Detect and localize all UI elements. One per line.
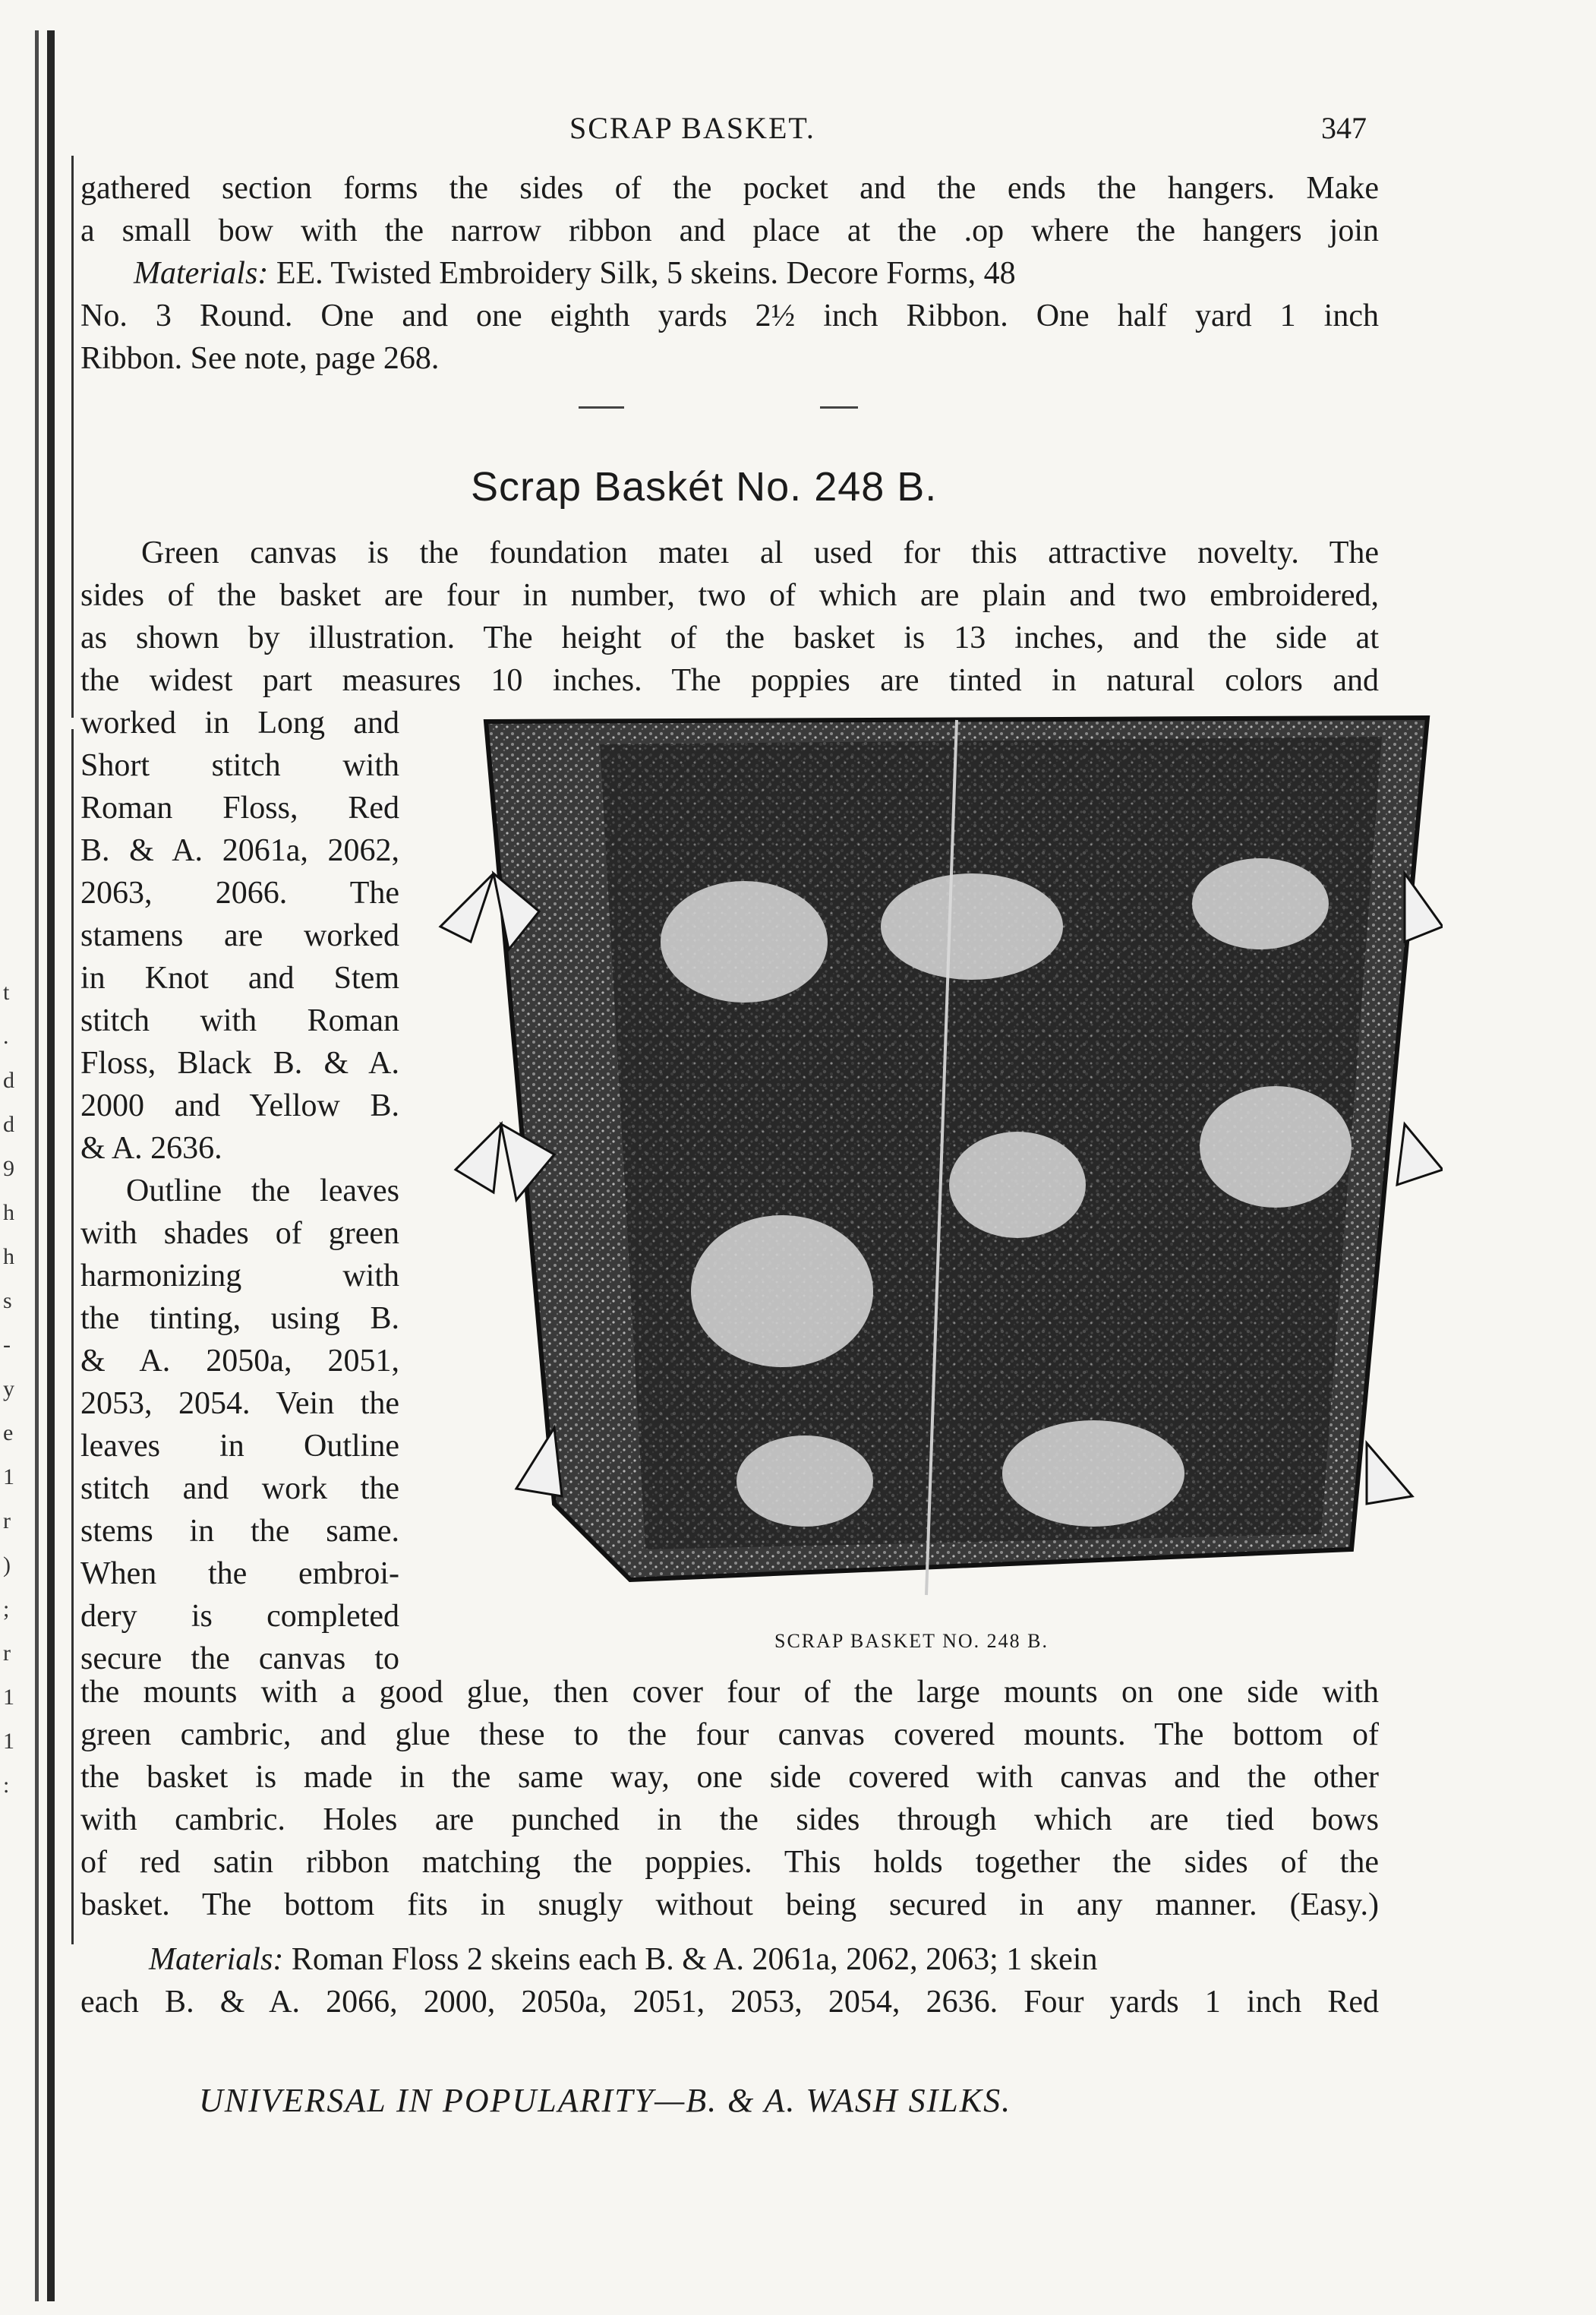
margin-mark: ) bbox=[3, 1552, 11, 1578]
text-line: No. 3 Round. One and one eighth yards 2½ inch Ribbon. One half yard 1 inch bbox=[80, 298, 1379, 333]
column-text-line: harmonizing with bbox=[80, 1259, 399, 1293]
section-title: Scrap Baskét No. 248 B. bbox=[471, 464, 938, 510]
column-text-line: stitch with Roman bbox=[80, 1003, 399, 1038]
column-text-line: Roman Floss, Red bbox=[80, 791, 399, 826]
column-text-line: & A. 2636. bbox=[80, 1131, 222, 1166]
margin-mark: : bbox=[3, 1773, 10, 1798]
column-text-line: worked in Long and bbox=[80, 706, 399, 741]
footer-slogan: UNIVERSAL IN POPULARITY—B. & A. WASH SILKS. bbox=[199, 2082, 1012, 2119]
margin-mark: r bbox=[3, 1508, 11, 1533]
margin-mark: 9 bbox=[3, 1156, 14, 1181]
text-line: basket. The bottom fits in snugly without being secured in any manner. (Easy.) bbox=[80, 1887, 1379, 1922]
column-text-line: & A. 2050a, 2051, bbox=[80, 1344, 399, 1379]
text-line: the widest part measures 10 inches. The poppies are tinted in natural colors and bbox=[80, 663, 1379, 698]
text-line: the mounts with a good glue, then cover four of the large mounts on one side with bbox=[80, 1675, 1379, 1710]
materials-label: Materials: bbox=[134, 256, 269, 291]
margin-mark: h bbox=[3, 1200, 14, 1225]
text-line: Green canvas is the foundation mateı al used for this attractive novelty. The bbox=[141, 535, 1379, 570]
materials-label: Materials: bbox=[149, 1942, 284, 1977]
margin-mark: t bbox=[3, 980, 10, 1005]
column-text-line: 2053, 2054. Vein the bbox=[80, 1386, 399, 1421]
text-line: of red satin ribbon matching the poppies. This holds together the sides of the bbox=[80, 1845, 1379, 1880]
text-line: Ribbon. See note, page 268. bbox=[80, 341, 440, 376]
text-line: the basket is made in the same way, one side covered with canvas and the other bbox=[80, 1760, 1379, 1795]
margin-mark: d bbox=[3, 1068, 14, 1093]
text-line: green cambric, and glue these to the four canvas covered mounts. The bottom of bbox=[80, 1717, 1379, 1752]
column-text-line: with shades of green bbox=[80, 1216, 399, 1251]
column-text-line: the tinting, using B. bbox=[80, 1301, 399, 1336]
column-text-line: stems in the same. bbox=[80, 1514, 399, 1549]
column-text-line: in Knot and Stem bbox=[80, 961, 399, 996]
column-text-line: secure the canvas to bbox=[80, 1641, 399, 1676]
column-text-line: stitch and work the bbox=[80, 1471, 399, 1506]
materials-text: EE. Twisted Embroidery Silk, 5 skeins. Decore Forms, 48 bbox=[276, 256, 1016, 291]
margin-mark: 1 bbox=[3, 1685, 14, 1710]
binding-edge-shadow bbox=[35, 30, 39, 2301]
text-line: as shown by illustration. The height of the basket is 13 inches, and the side at bbox=[80, 621, 1379, 655]
column-text-line: B. & A. 2061a, 2062, bbox=[80, 833, 399, 868]
margin-mark: 1 bbox=[3, 1729, 14, 1754]
margin-mark: d bbox=[3, 1112, 14, 1137]
page-number: 347 bbox=[1321, 111, 1367, 145]
margin-mark: r bbox=[3, 1641, 11, 1666]
margin-mark: . bbox=[3, 1024, 9, 1049]
margin-mark: - bbox=[3, 1332, 11, 1357]
column-text-line: 2000 and Yellow B. bbox=[80, 1088, 399, 1123]
column-text-line: Floss, Black B. & A. bbox=[80, 1046, 399, 1081]
materials-line bbox=[149, 1938, 1097, 1981]
margin-mark: 1 bbox=[3, 1464, 14, 1489]
materials-line bbox=[134, 252, 1016, 295]
running-header: SCRAP BASKET. bbox=[569, 111, 815, 145]
text-line: a small bow with the narrow ribbon and place at the .op where the hangers join bbox=[80, 213, 1379, 248]
left-rule-top bbox=[71, 156, 74, 718]
separator-dash bbox=[820, 406, 858, 409]
column-text-line: 2063, 2066. The bbox=[80, 876, 399, 911]
text-line: sides of the basket are four in number, two of which are plain and two embroidered, bbox=[80, 578, 1379, 613]
binding-edge bbox=[47, 30, 55, 2301]
column-text-line: dery is completed bbox=[80, 1599, 399, 1634]
text-line: gathered section forms the sides of the pocket and the ends the hangers. Make bbox=[80, 171, 1379, 206]
margin-mark: y bbox=[3, 1376, 14, 1401]
column-text-line: leaves in Outline bbox=[80, 1429, 399, 1464]
column-text-line: stamens are worked bbox=[80, 918, 399, 953]
separator-dash bbox=[579, 406, 624, 409]
text-line: with cambric. Holes are punched in the sides through which are tied bows bbox=[80, 1802, 1379, 1837]
figure-caption: SCRAP BASKET NO. 248 B. bbox=[774, 1630, 1049, 1652]
left-rule-bottom bbox=[71, 729, 74, 1944]
column-text-line: Short stitch with bbox=[80, 748, 399, 783]
materials-text: Roman Floss 2 skeins each B. & A. 2061a, 2062, 2063; 1 skein bbox=[291, 1942, 1098, 1977]
scrap-basket-illustration bbox=[425, 699, 1443, 1625]
margin-mark: h bbox=[3, 1244, 14, 1269]
margin-mark: ; bbox=[3, 1596, 10, 1622]
text-line: each B. & A. 2066, 2000, 2050a, 2051, 2053, 2054, 2636. Four yards 1 inch Red bbox=[80, 1985, 1379, 2020]
column-text-line: Outline the leaves bbox=[126, 1173, 399, 1208]
margin-mark: s bbox=[3, 1288, 12, 1313]
margin-mark: e bbox=[3, 1420, 14, 1445]
column-text-line: When the embroi- bbox=[80, 1556, 399, 1591]
